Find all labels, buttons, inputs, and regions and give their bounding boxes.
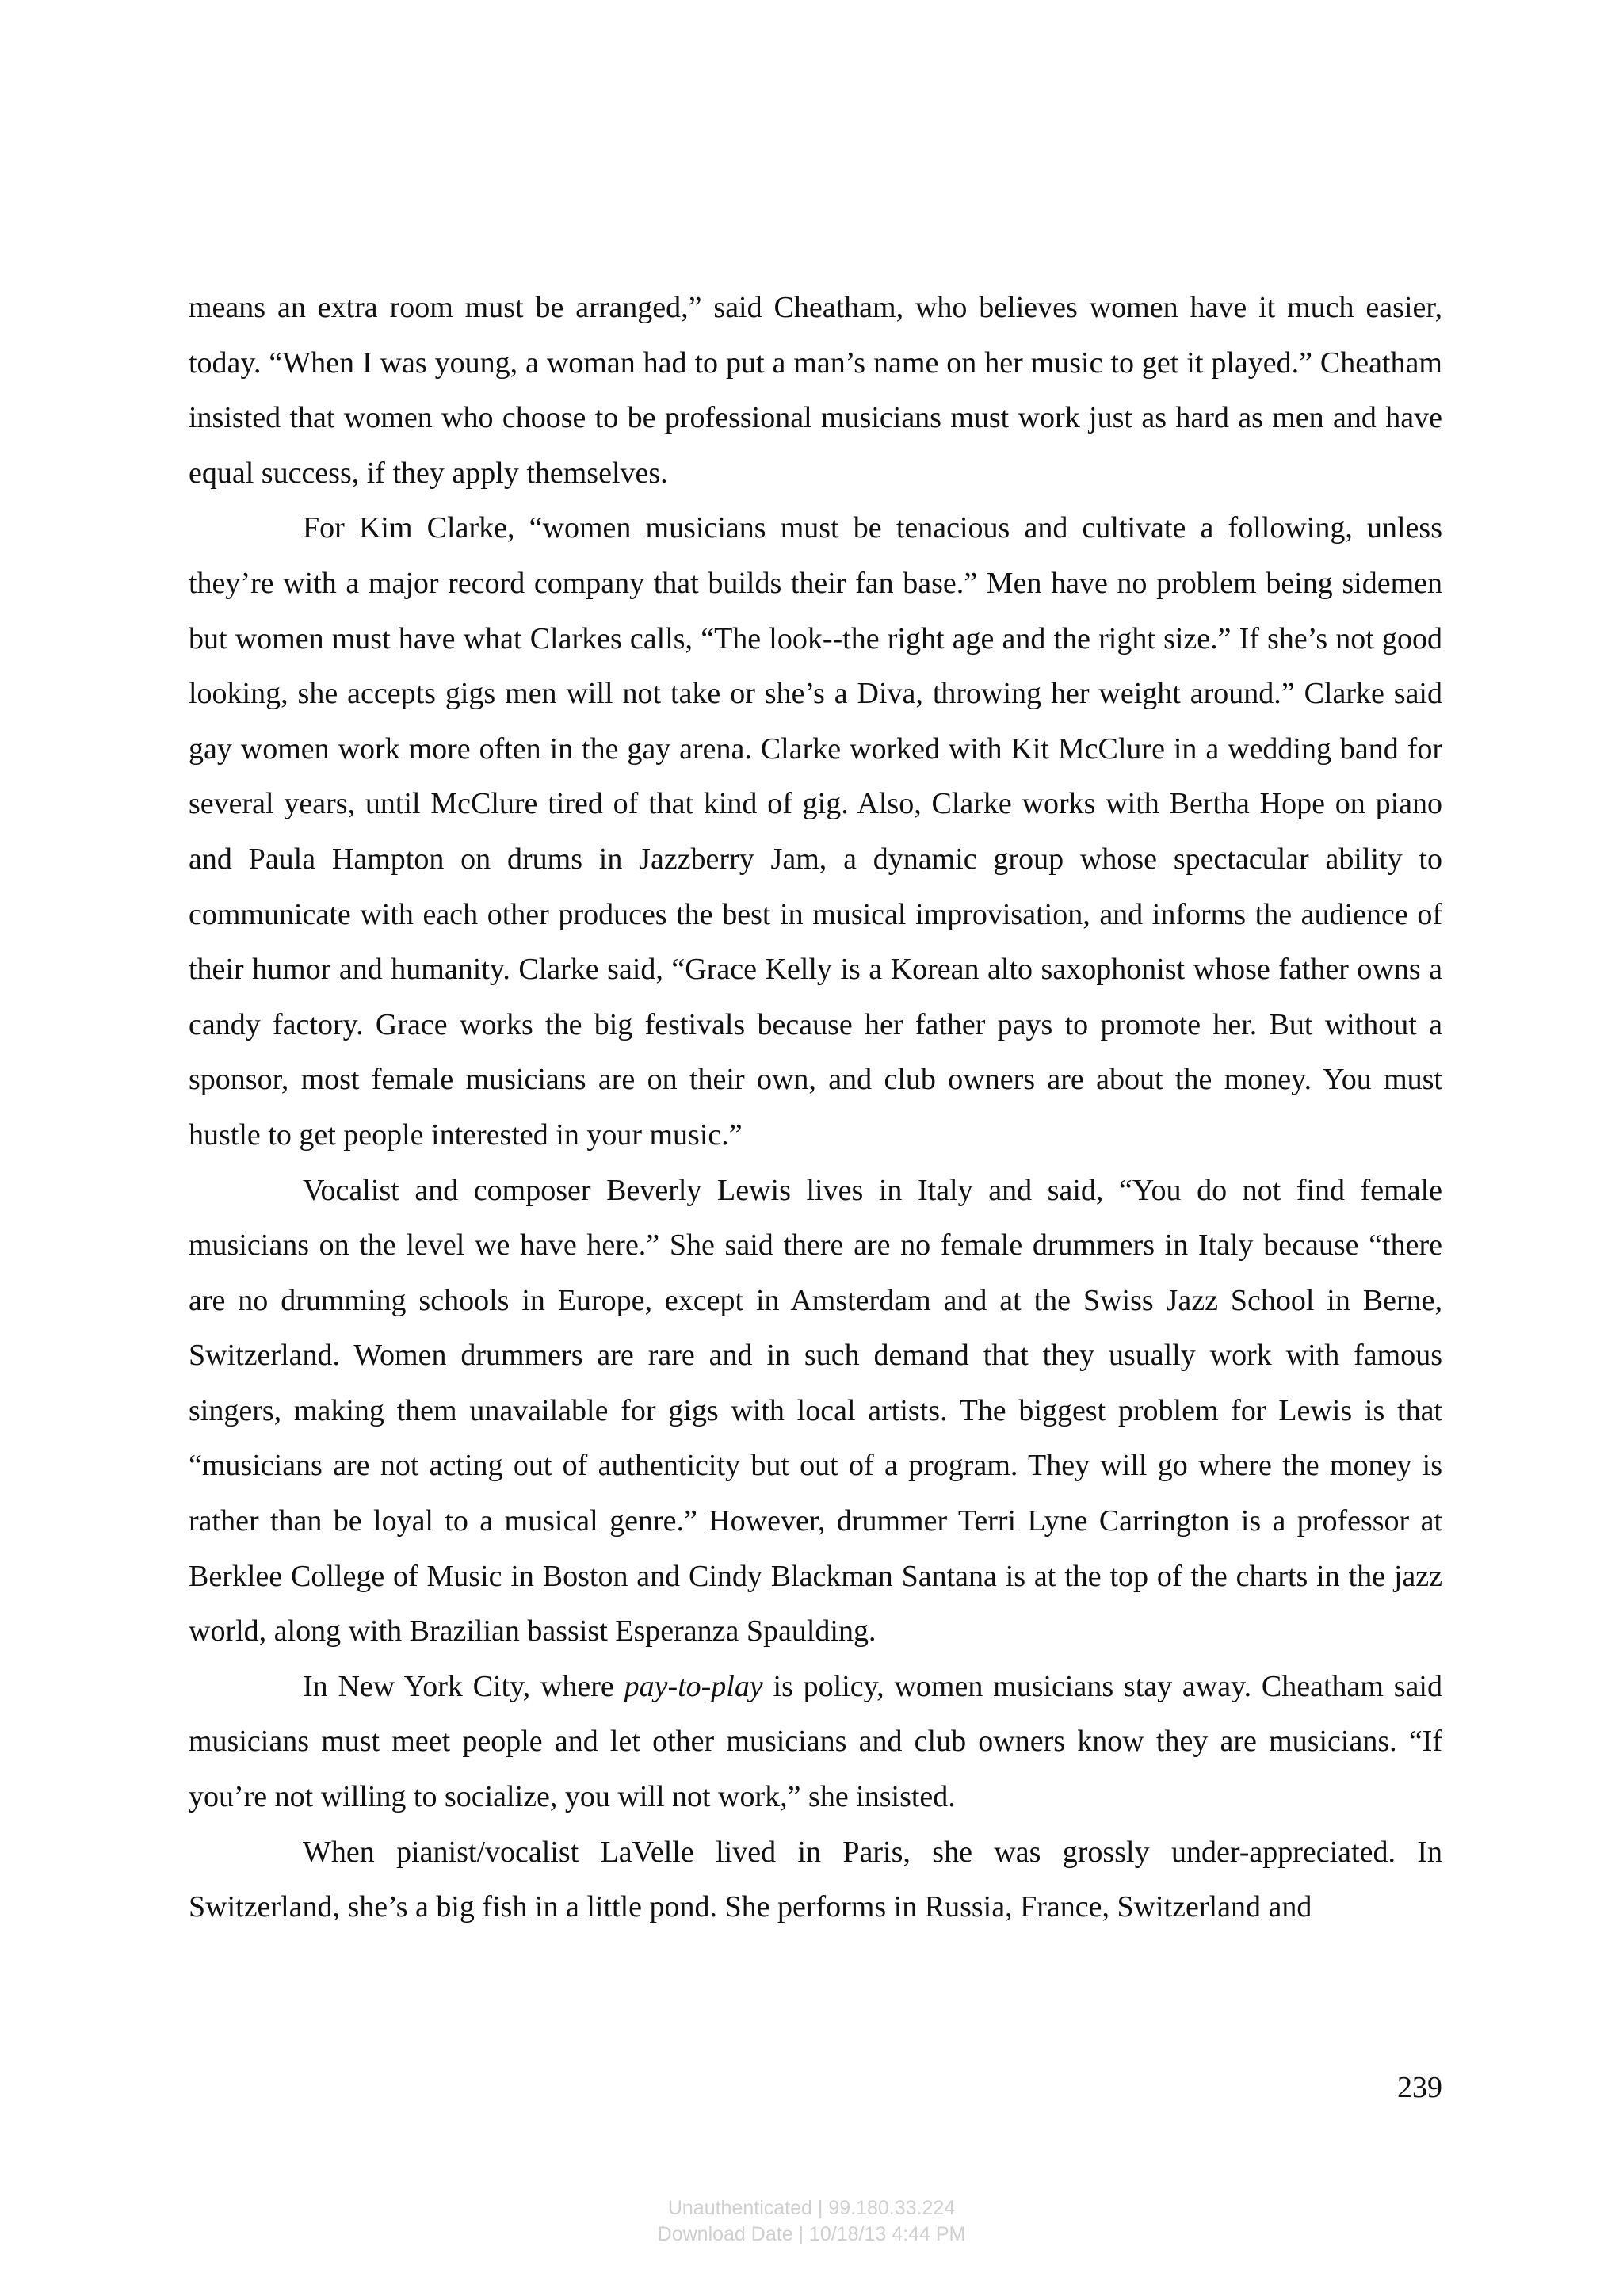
paragraph — [189, 1660, 1442, 1825]
page-number: 239 — [1397, 2071, 1442, 2104]
italic-text-run: pay-to-play — [624, 1669, 763, 1703]
watermark-line-access: Unauthenticated | 99.180.33.224 — [667, 2197, 956, 2219]
text-run: Vocalist and composer Beverly Lewis lives in Italy and said, “You do not find female musicians on the level we have here.” She said there are no female drummers in Italy because “there are no drumming schools in Europe, except in Amsterdam and at the Swiss Jazz School in Berne, Switzerland. Women drummers are rare and in such demand that they usually work with famous singers, making them unavailable for gigs with local artists. The biggest problem for Lewis is that “musicians are not acting out of authenticity but out of a program. They will go where the money is rather than be loyal to a musical genre.” However, drummer Terri Lyne Carrington is a professor at Berklee College of Music in Boston and Cindy Blackman Santana is at the top of the charts in the jazz world, along with Brazilian bassist Esperanza Spaulding. — [189, 1173, 1442, 1648]
body-text — [189, 281, 1442, 1935]
download-watermark — [0, 2195, 1623, 2248]
text-run: When pianist/vocalist LaVelle lived in Paris, she was grossly under-appreciated. In Switzerland, she’s a big fish in a little pond. She performs in Russia, France, Switzerland and — [189, 1835, 1442, 1924]
text-run: In New York City, where — [303, 1669, 624, 1703]
text-run: For Kim Clarke, “women musicians must be tenacious and cultivate a following, unless they’re with a major record company that builds their fan base.” Men have no problem being sidemen but women must have what Clarkes calls, “The look--the right age and the right size.” If she’s not good looking, she accepts gigs men will not take or she’s a Diva, throwing her weight around.” Clarke said gay women work more often in the gay arena. Clarke worked with Kit McClure in a wedding band for several years, until McClure tired of that kind of gig. Also, Clarke works with Bertha Hope on piano and Paula Hampton on drums in Jazzberry Jam, a dynamic group whose spectacular ability to communicate with each other produces the best in musical improvisation, and informs the audience of their humor and humanity. Clarke said, “Grace Kelly is a Korean alto saxophonist whose father owns a candy factory. Grace works the big festivals because her father pays to promote her. But without a sponsor, most female musicians are on their own, and club owners are about the money. You must hustle to get people interested in your music.” — [189, 511, 1442, 1152]
paragraph — [189, 501, 1442, 1163]
paragraph — [189, 1163, 1442, 1660]
watermark-line-date: Download Date | 10/18/13 4:44 PM — [657, 2223, 966, 2245]
text-run: is policy, women musicians stay away. Cheatham said musicians must meet people and let other musicians and club owners know they are musicians. “If you’re not willing to socialize, you will not work,” she insisted. — [189, 1669, 1442, 1814]
paragraph — [189, 281, 1442, 501]
text-run: means an extra room must be arranged,” said Cheatham, who believes women have it much easier, today. “When I was young, a woman had to put a man’s name on her music to get it played.” Cheatham insisted that women who choose to be professional musicians must work just as hard as men and have equal success, if they apply themselves. — [189, 291, 1442, 490]
paragraph — [189, 1825, 1442, 1935]
